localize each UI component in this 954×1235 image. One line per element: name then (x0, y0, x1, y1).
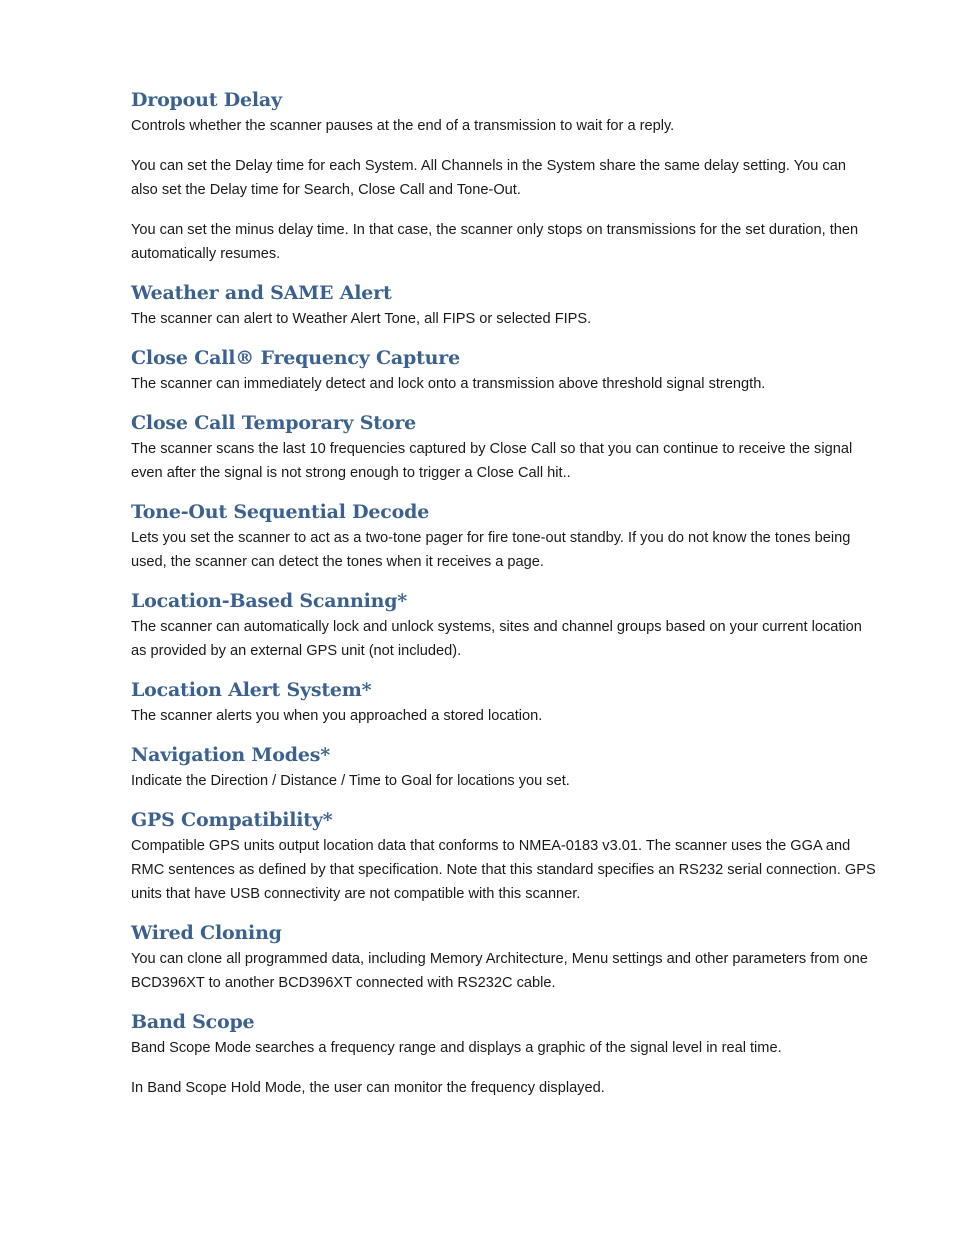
section-heading: Close Call® Frequency Capture (131, 347, 460, 369)
section-heading: Wired Cloning (131, 922, 282, 944)
section-tone-out-decode (131, 498, 876, 574)
section-heading: Location Alert System* (131, 679, 372, 701)
section-paragraph: The scanner can immediately detect and lock onto a transmission above threshold signal strength. (131, 376, 766, 392)
section-paragraph: The scanner can automatically lock and unlock systems, sites and channel groups based on your current location as provided by an external GPS unit (not included). (131, 619, 862, 659)
page-content (131, 86, 876, 1100)
section-wired-cloning (131, 919, 876, 995)
section-heading: Tone-Out Sequential Decode (131, 501, 430, 523)
section-paragraph: In Band Scope Hold Mode, the user can monitor the frequency displayed. (131, 1080, 605, 1096)
section-location-based-scanning (131, 587, 876, 663)
section-gps-compatibility (131, 806, 876, 906)
section-heading: Location-Based Scanning* (131, 590, 408, 612)
section-paragraph: Indicate the Direction / Distance / Time to Goal for locations you set. (131, 773, 570, 789)
section-paragraph: Compatible GPS units output location data that conforms to NMEA-0183 v3.01. The scanner uses the GGA and RMC sentences as defined by that specification. Note that this standard specifies an RS232 serial connection. GPS units that have USB connectivity are not compatible with this scanner. (131, 838, 876, 902)
section-heading: Weather and SAME Alert (131, 282, 392, 304)
section-paragraph: Band Scope Mode searches a frequency range and displays a graphic of the signal level in real time. (131, 1040, 782, 1056)
section-paragraph: Controls whether the scanner pauses at the end of a transmission to wait for a reply. (131, 118, 675, 134)
section-heading: Band Scope (131, 1011, 255, 1033)
section-paragraph: You can set the Delay time for each System. All Channels in the System share the same delay setting. You can also set the Delay time for Search, Close Call and Tone-Out. (131, 158, 846, 198)
section-paragraph: The scanner scans the last 10 frequencies captured by Close Call so that you can continue to receive the signal even after the signal is not strong enough to trigger a Close Call hit.. (131, 441, 853, 481)
section-heading: Navigation Modes* (131, 744, 330, 766)
section-paragraph: You can clone all programmed data, including Memory Architecture, Menu settings and other parameters from one BCD396XT to another BCD396XT connected with RS232C cable. (131, 951, 868, 991)
section-band-scope (131, 1008, 876, 1100)
section-dropout-delay (131, 86, 876, 266)
section-close-call-capture (131, 344, 876, 396)
section-close-call-temporary-store (131, 409, 876, 485)
section-weather-same-alert (131, 279, 876, 331)
section-navigation-modes (131, 741, 876, 793)
section-heading: Close Call Temporary Store (131, 412, 417, 434)
section-paragraph: The scanner can alert to Weather Alert Tone, all FIPS or selected FIPS. (131, 311, 592, 327)
section-location-alert-system (131, 676, 876, 728)
section-heading: GPS Compatibility* (131, 809, 333, 831)
section-paragraph: The scanner alerts you when you approached a stored location. (131, 708, 543, 724)
section-paragraph: Lets you set the scanner to act as a two-tone pager for fire tone-out standby. If you do not know the tones being used, the scanner can detect the tones when it receives a page. (131, 530, 851, 570)
section-heading: Dropout Delay (131, 89, 282, 111)
section-paragraph: You can set the minus delay time. In that case, the scanner only stops on transmissions for the set duration, then automatically resumes. (131, 222, 859, 262)
